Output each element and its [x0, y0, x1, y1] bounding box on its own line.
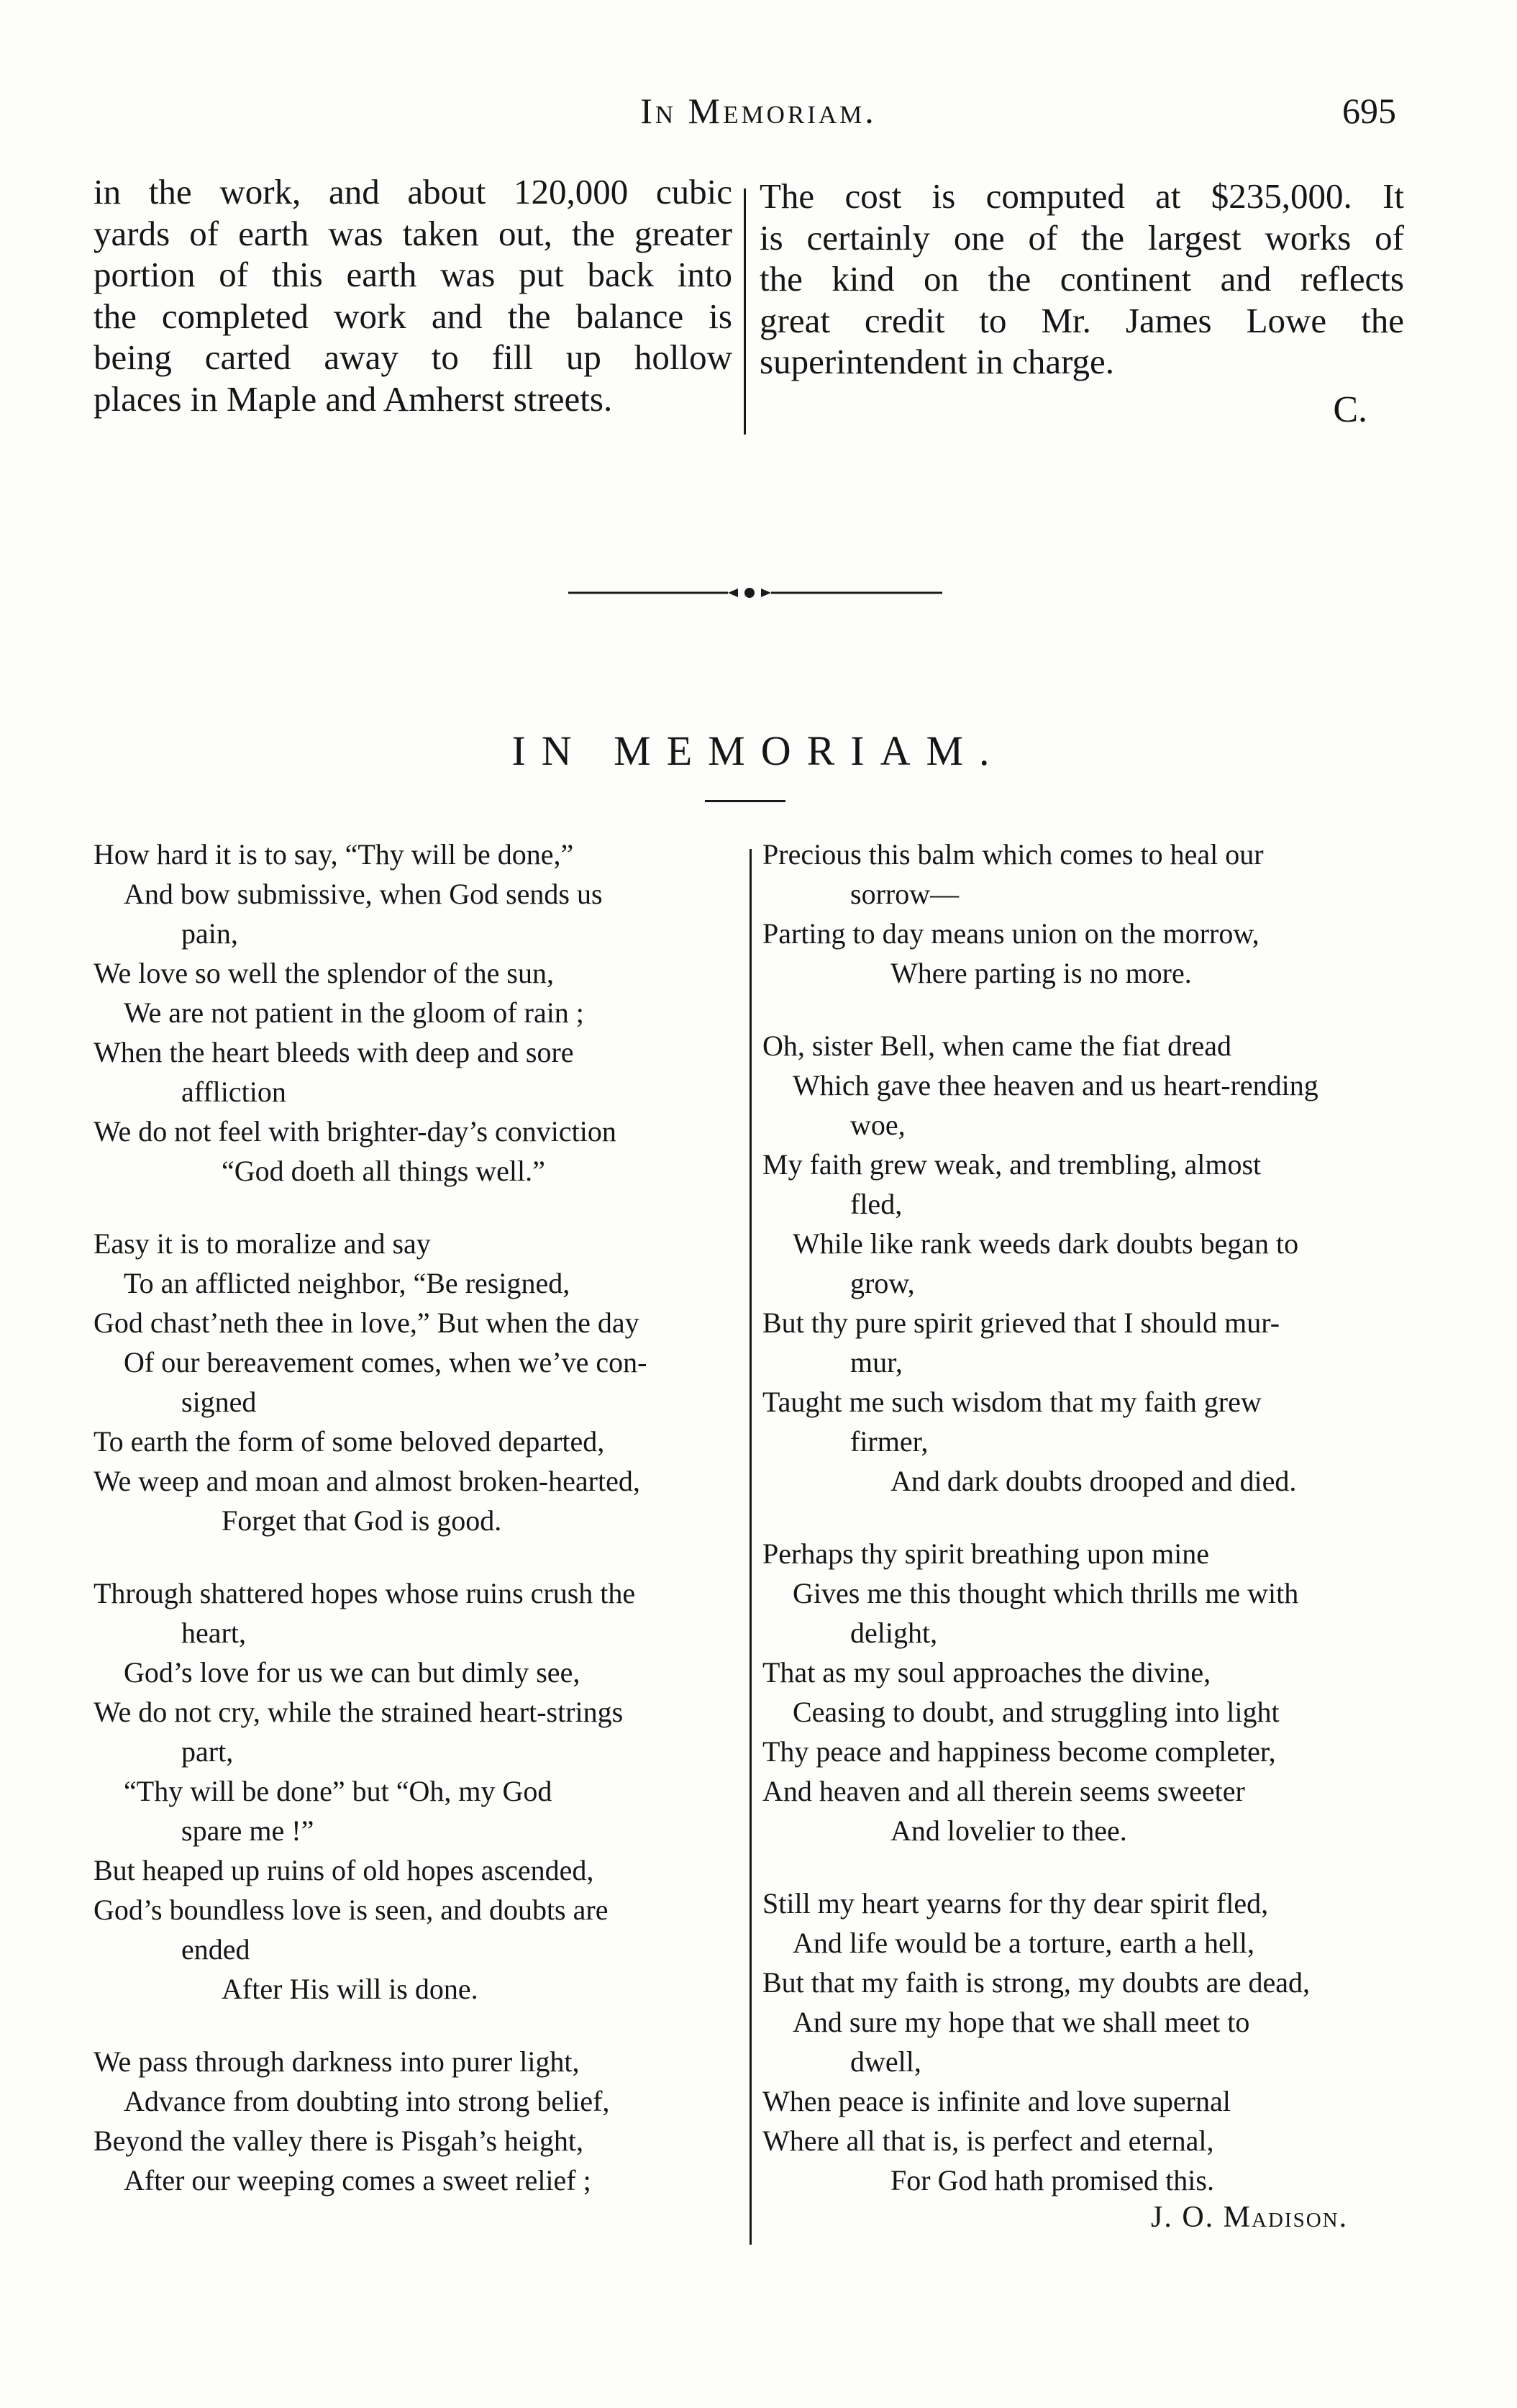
poem-line: Still my heart yearns for thy dear spirit fled, — [762, 1887, 1269, 1919]
title-rule — [705, 800, 785, 802]
poem-line: pain, — [181, 917, 238, 950]
poem-line: Where all that is, is perfect and eternal, — [762, 2125, 1214, 2157]
poem-line: When the heart bleeds with deep and sore — [94, 1036, 574, 1068]
poem-line: Gives me this thought which thrills me with — [793, 1577, 1299, 1609]
article-left-column — [94, 171, 732, 419]
text-line: yards of earth was taken out, the greater — [94, 213, 732, 253]
poem-line: Precious this balm which comes to heal our — [762, 838, 1264, 871]
poem-line: “God doeth all things well.” — [222, 1155, 545, 1187]
poem-author: J. O. Madison. — [1151, 2201, 1349, 2234]
poem-line: dwell, — [850, 2045, 921, 2078]
text-line: The cost is computed at $235,000. It — [760, 176, 1404, 216]
text-line: superintendent in charge. — [760, 342, 1115, 381]
poem-line: While like rank weeds dark doubts began to — [793, 1227, 1299, 1260]
poem-line: We do not feel with brighter-day’s conviction — [94, 1115, 616, 1148]
poem-line: part, — [181, 1735, 234, 1768]
poem-line: Parting to day means union on the morrow, — [762, 917, 1259, 950]
poem-line: God’s love for us we can but dimly see, — [124, 1656, 580, 1689]
text-line: the kind on the continent and reflects — [760, 259, 1404, 299]
poem-line: And life would be a torture, earth a hell, — [793, 1927, 1254, 1959]
poem-line: Easy it is to moralize and say — [94, 1227, 431, 1260]
poem-line: Where parting is no more. — [890, 957, 1192, 989]
column-rule-top — [744, 188, 746, 435]
poem-line: mur, — [850, 1346, 903, 1378]
poem-line: After His will is done. — [222, 1973, 478, 2005]
page-number: 695 — [1342, 91, 1396, 131]
poem-line: And bow submissive, when God sends us — [124, 878, 603, 910]
poem-line: God chast’neth thee in love,” But when the day — [94, 1307, 639, 1339]
text-line: the completed work and the balance is — [94, 296, 732, 336]
poem-line: spare me !” — [181, 1814, 314, 1847]
poem-line: And lovelier to thee. — [890, 1814, 1127, 1847]
poem-line: grow, — [850, 1267, 915, 1299]
poem-line: signed — [181, 1386, 257, 1418]
poem-line: firmer, — [850, 1425, 929, 1458]
poem-line: Ceasing to doubt, and struggling into light — [793, 1696, 1280, 1728]
poem-line: We pass through darkness into purer light, — [94, 2045, 580, 2078]
poem-line: We do not cry, while the strained heart-strings — [94, 1696, 624, 1728]
poem-line: sorrow— — [850, 878, 960, 910]
ornamental-divider — [568, 584, 942, 601]
column-rule-poem — [750, 849, 752, 2245]
article-right-column — [760, 176, 1404, 383]
poem-line: God’s boundless love is seen, and doubts are — [94, 1894, 609, 1926]
poem-line: delight, — [850, 1617, 938, 1649]
poem-line: But that my faith is strong, my doubts are dead, — [762, 1966, 1310, 1999]
poem-line: We are not patient in the gloom of rain ; — [124, 996, 584, 1029]
poem-line: “Thy will be done” but “Oh, my God — [124, 1775, 552, 1807]
article-signature: C. — [1333, 389, 1367, 430]
poem-line: When peace is infinite and love supernal — [762, 2085, 1231, 2117]
poem-line: Oh, sister Bell, when came the fiat dread — [762, 1030, 1231, 1062]
poem-line: How hard it is to say, “Thy will be done,” — [94, 838, 574, 871]
poem-line: And sure my hope that we shall meet to — [793, 2006, 1250, 2038]
poem-line: Through shattered hopes whose ruins crush the — [94, 1577, 636, 1609]
poem-right-column — [762, 835, 1439, 2200]
poem-line: Thy peace and happiness become completer, — [762, 1735, 1276, 1768]
poem-title: IN MEMORIAM. — [511, 727, 1006, 774]
stanza-break — [94, 1540, 755, 1573]
poem-line: To an afflicted neighbor, “Be resigned, — [124, 1267, 570, 1299]
poem-left-column — [94, 835, 755, 2200]
text-line: is certainly one of the largest works of — [760, 217, 1404, 258]
poem-line: Perhaps thy spirit breathing upon mine — [762, 1537, 1210, 1570]
poem-line: Taught me such wisdom that my faith grew — [762, 1386, 1262, 1418]
running-title: In Memoriam. — [640, 91, 877, 131]
poem-line: My faith grew weak, and trembling, almost — [762, 1148, 1262, 1181]
poem-line: After our weeping comes a sweet relief ; — [124, 2164, 591, 2196]
text-line: in the work, and about 120,000 cubic — [94, 172, 732, 212]
poem-line: And dark doubts drooped and died. — [890, 1465, 1297, 1497]
poem-line: For God hath promised this. — [890, 2164, 1214, 2196]
poem-line: Of our bereavement comes, when we’ve con- — [124, 1346, 647, 1378]
poem-line: But thy pure spirit grieved that I should mur- — [762, 1307, 1280, 1339]
poem-line: We love so well the splendor of the sun, — [94, 957, 554, 989]
poem-line: We weep and moan and almost broken-hearted, — [94, 1465, 640, 1497]
poem-line: affliction — [181, 1076, 286, 1108]
poem-line: Advance from doubting into strong belief, — [124, 2085, 610, 2117]
poem-line: But heaped up ruins of old hopes ascended, — [94, 1854, 594, 1886]
stanza-break — [762, 1850, 1439, 1884]
poem-line: Beyond the valley there is Pisgah’s height, — [94, 2125, 583, 2157]
poem-line: ended — [181, 1933, 250, 1966]
poem-line: woe, — [850, 1109, 906, 1141]
poem-line: And heaven and all therein seems sweeter — [762, 1775, 1245, 1807]
poem-line: heart, — [181, 1617, 246, 1649]
stanza-break — [762, 1501, 1439, 1534]
text-line: portion of this earth was put back into — [94, 255, 732, 294]
stanza-break — [94, 1191, 755, 1224]
text-line: being carted away to fill up hollow — [94, 337, 732, 377]
text-line: great credit to Mr. James Lowe the — [760, 300, 1404, 340]
poem-line: That as my soul approaches the divine, — [762, 1656, 1211, 1689]
stanza-break — [762, 993, 1439, 1026]
poem-line: fled, — [850, 1188, 903, 1220]
poem-line: To earth the form of some beloved departed, — [94, 1425, 605, 1458]
text-line: places in Maple and Amherst streets. — [94, 378, 613, 419]
poem-line: Which gave thee heaven and us heart-rending — [793, 1069, 1318, 1101]
poem-line: Forget that God is good. — [222, 1504, 502, 1537]
stanza-break — [94, 2009, 755, 2042]
